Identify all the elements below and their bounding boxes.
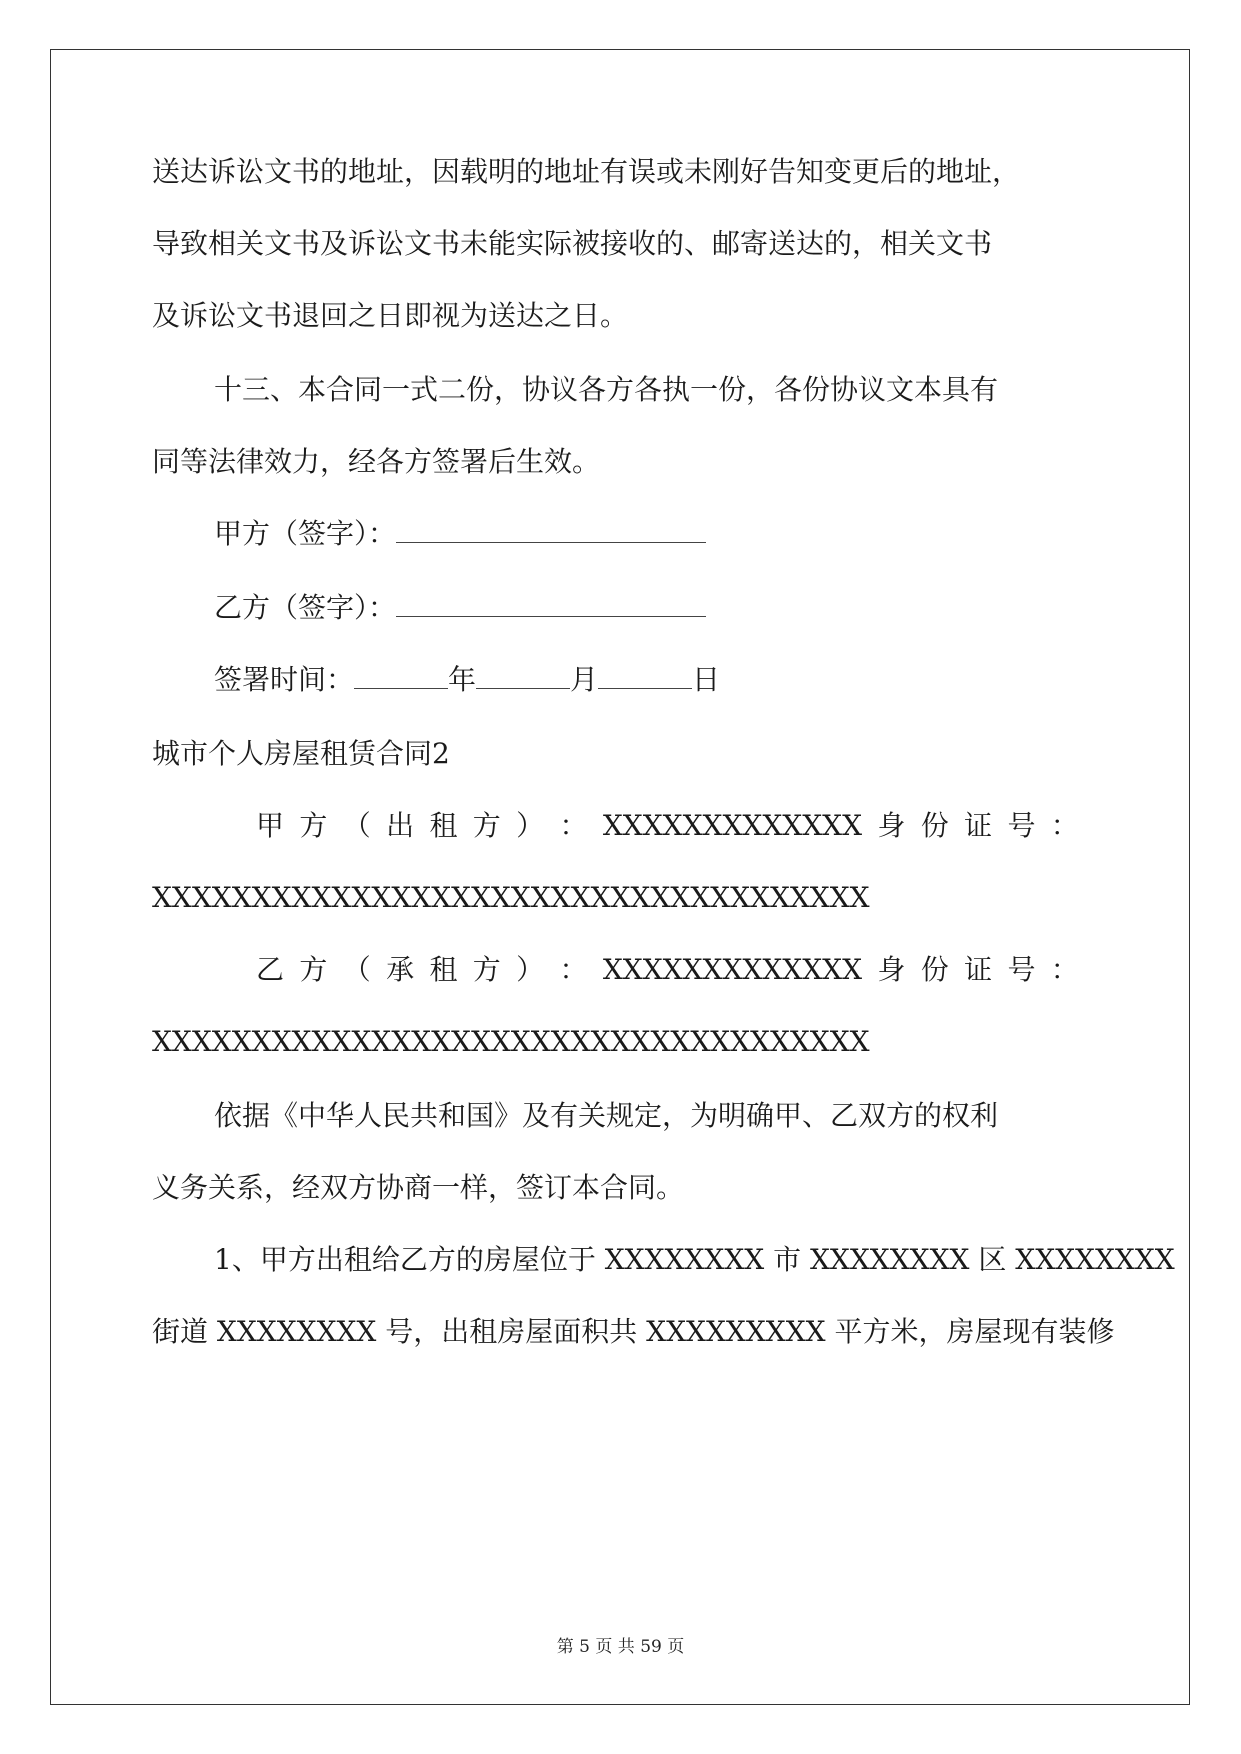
lessee-char: 乙 bbox=[256, 953, 285, 986]
party-a-signature-blank bbox=[396, 520, 706, 543]
lessor-char: 方 bbox=[299, 809, 328, 842]
party-b-signature-blank bbox=[396, 594, 706, 617]
day-blank bbox=[598, 666, 692, 689]
lessee-char: （ bbox=[342, 953, 371, 986]
lessee-id-number: XXXXXXXXXXXXXXXXXXXXXXXXXXXXXXXXXXXX bbox=[152, 1025, 870, 1058]
lessor-char: 证 bbox=[964, 809, 993, 842]
page-border bbox=[50, 49, 1190, 1705]
clause-1-line-2: 街道 XXXXXXXX 号，出租房屋面积共 XXXXXXXXX 平方米，房屋现有装修 bbox=[152, 1315, 1115, 1348]
clause-13-line-1: 十三、本合同一式二份，协议各方各执一份，各份协议文本具有 bbox=[214, 373, 999, 406]
lessor-char: （ bbox=[342, 809, 371, 842]
lessor-char: 方 bbox=[472, 809, 501, 842]
lessee-char: ： bbox=[1050, 953, 1079, 986]
paragraph-line-1: 送达诉讼文书的地址，因载明的地址有误或未刚好告知变更后的地址， bbox=[152, 155, 1021, 188]
party-b-signature-label: 乙方（签字）： bbox=[214, 591, 397, 624]
year-label: 年 bbox=[448, 663, 477, 696]
lessor-char: ： bbox=[559, 809, 588, 842]
lessee-name-placeholder: XXXXXXXXXXXXX bbox=[602, 953, 863, 986]
lessee-char: ： bbox=[559, 953, 588, 986]
preamble-line-1: 依据《中华人民共和国》及有关规定，为明确甲、乙双方的权利 bbox=[214, 1099, 999, 1132]
signing-date-line bbox=[214, 663, 721, 696]
lessor-id-number: XXXXXXXXXXXXXXXXXXXXXXXXXXXXXXXXXXXX bbox=[152, 881, 870, 914]
lessee-char: 份 bbox=[920, 953, 949, 986]
lessee-char: 租 bbox=[429, 953, 458, 986]
paragraph-line-2: 导致相关文书及诉讼文书未能实际被接收的、邮寄送达的，相关文书 bbox=[152, 227, 993, 260]
lessee-char: 身 bbox=[877, 953, 906, 986]
lessor-name-placeholder: XXXXXXXXXXXXX bbox=[602, 809, 863, 842]
lessor-line bbox=[152, 809, 1079, 842]
lessor-char: 租 bbox=[429, 809, 458, 842]
party-b-signature-line bbox=[214, 591, 706, 624]
lessor-char: 号 bbox=[1007, 809, 1036, 842]
lessee-char: 方 bbox=[299, 953, 328, 986]
lessor-char: 份 bbox=[920, 809, 949, 842]
party-a-signature-label: 甲方（签字）： bbox=[214, 517, 397, 550]
lessor-char: ： bbox=[1050, 809, 1079, 842]
day-label: 日 bbox=[692, 663, 721, 696]
lessee-char: 方 bbox=[472, 953, 501, 986]
paragraph-line-3: 及诉讼文书退回之日即视为送达之日。 bbox=[152, 299, 629, 332]
lessee-char: ） bbox=[516, 953, 545, 986]
party-a-signature-line bbox=[214, 517, 706, 550]
lessee-char: 证 bbox=[964, 953, 993, 986]
month-label: 月 bbox=[570, 663, 599, 696]
year-blank bbox=[354, 666, 448, 689]
page-number-footer: 第 5 页 共 59 页 bbox=[556, 1637, 685, 1657]
clause-13-line-2: 同等法律效力，经各方签署后生效。 bbox=[152, 445, 601, 478]
contract-heading: 城市个人房屋租赁合同2 bbox=[152, 737, 450, 770]
signing-date-label: 签署时间： bbox=[214, 663, 355, 696]
lessor-char: 甲 bbox=[256, 809, 285, 842]
lessor-char: ） bbox=[516, 809, 545, 842]
preamble-line-2: 义务关系，经双方协商一样，签订本合同。 bbox=[152, 1171, 685, 1204]
month-blank bbox=[476, 666, 570, 689]
lessor-char: 身 bbox=[877, 809, 906, 842]
lessee-char: 号 bbox=[1007, 953, 1036, 986]
lessee-char: 承 bbox=[386, 953, 415, 986]
clause-1-line-1: 1、甲方出租给乙方的房屋位于 XXXXXXXX 市 XXXXXXXX 区 XXXXXXXX bbox=[214, 1243, 1175, 1276]
lessor-char: 出 bbox=[386, 809, 415, 842]
lessee-line bbox=[152, 953, 1079, 986]
